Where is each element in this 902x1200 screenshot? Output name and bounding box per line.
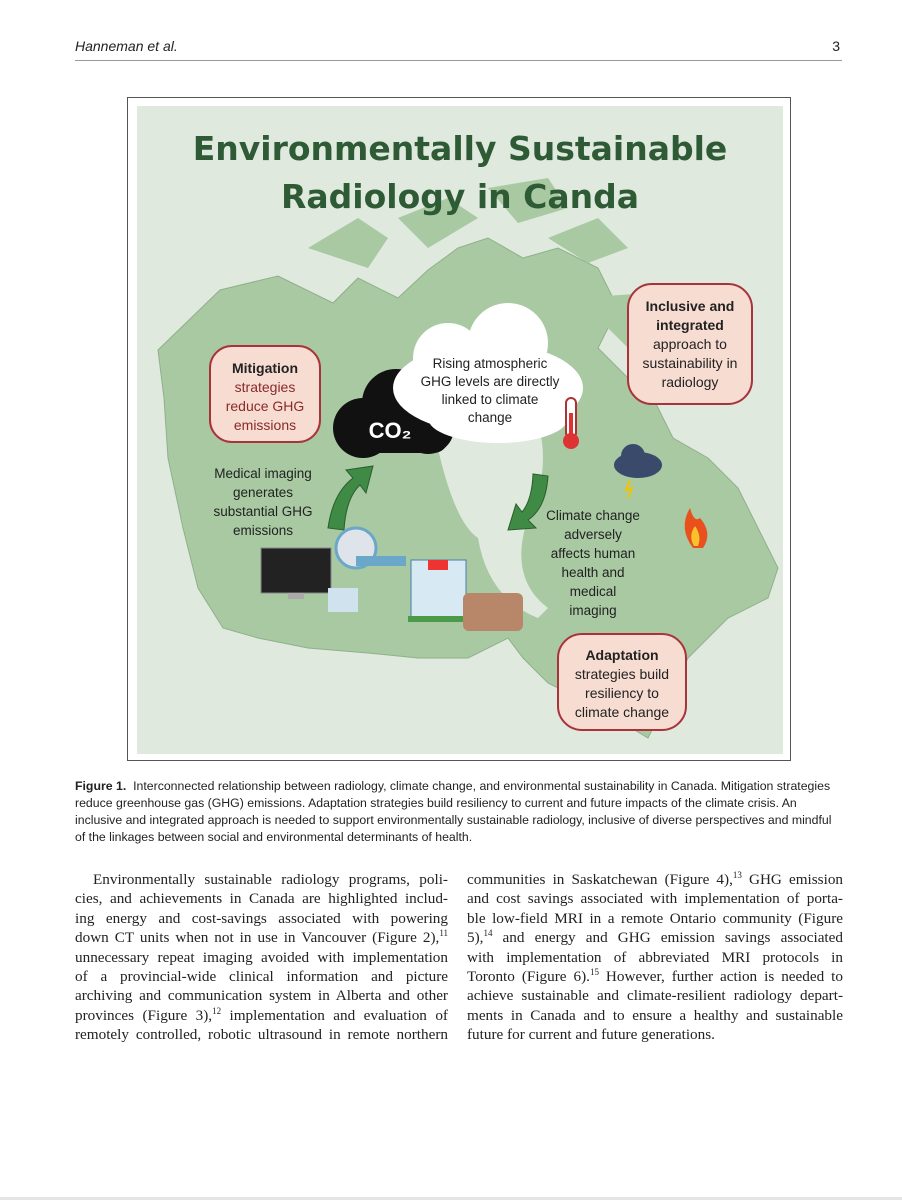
body-line: Environmentally sustainable radiology programs, poli- [93,871,448,888]
svg-text:substantial GHG: substantial GHG [213,504,313,519]
header-rule [75,60,842,61]
figure-title-line-1: Environmentally Sustainable [192,129,728,168]
svg-text:Climate change: Climate change [546,508,640,523]
svg-text:Mitigation: Mitigation [231,360,299,376]
caption-label: Figure 1. [75,779,127,793]
figure-title-line-2: Radiology in Canda [280,177,640,216]
monitor-icon [261,548,331,599]
citation[interactable]: 12 [212,1005,222,1016]
svg-text:strategies build: strategies build [574,666,670,682]
running-header-authors: Hanneman et al. [75,38,178,54]
infographic [128,98,792,762]
svg-text:linked to climate: linked to climate [441,392,539,407]
svg-text:approach to: approach to [653,336,727,352]
body-line: 5),$^{14}$ and energy and GHG emission savings associated [467,928,843,947]
body-line: provinces (Figure 3),$^{12}$ implementation and evaluation of [75,1005,448,1024]
citation[interactable]: 15 [589,966,599,977]
figure-caption [75,778,845,846]
citation[interactable]: 14 [483,928,493,939]
page-number: 3 [832,38,840,54]
people-icon [463,593,523,631]
svg-text:adversely: adversely [564,527,622,542]
figure-1 [127,97,791,761]
svg-text:Medical imaging: Medical imaging [214,466,312,481]
body-line: ing energy and cost-savings associated with powering [75,909,448,927]
svg-text:Adaptation: Adaptation [585,647,659,663]
citation[interactable]: 13 [732,869,742,880]
body-line: communities in Saskatchewan (Figure 4),$^{13}$ GHG emission [467,869,844,888]
body-line: ble low-field MRI in a remote Ontario community (Figure [467,909,843,927]
caption-text: Interconnected relationship between radiology, climate change, and environmental sustainability in Canada. Mitigation strategies reduce greenhouse gas (GHG) emissions. Adaptation strategies build resiliency to current and future impacts of the climate crisis. An inclusive and integrated approach is needed to support environmentally sustainable radiology, inclusive of diverse perspectives and mindful of the linkages between social and environmental determinants of health. [75,779,832,844]
svg-text:integrated: integrated [656,317,724,333]
svg-text:Rising atmospheric: Rising atmospheric [432,356,548,371]
svg-text:GHG levels are directly: GHG levels are directly [420,374,560,389]
svg-text:health and: health and [561,565,625,580]
inclusive-callout [628,284,752,404]
ultrasound-icon [328,588,358,612]
body-column-right [467,870,843,1045]
svg-text:reduce GHG: reduce GHG [225,398,305,414]
svg-text:strategies: strategies [234,379,296,395]
body-line: down CT units when not in use in Vancouver (Figure 2),$^{11}$ [75,928,448,947]
body-line: ments in Canada and to ensure a healthy and sustainable [467,1006,843,1024]
svg-text:climate change: climate change [574,704,670,720]
svg-text:emissions: emissions [233,417,297,433]
svg-text:sustainability in: sustainability in [642,355,738,371]
body-line: cies, and achievements in Canada are highlighted includ- [75,890,448,908]
citation[interactable]: 11 [439,928,448,939]
svg-text:CO₂: CO₂ [368,418,412,443]
body-line: achieve sustainable and climate-resilient radiology depart- [467,987,843,1005]
body-line: with implementation of abbreviated MRI protocols in [467,948,843,966]
svg-text:change: change [467,410,513,425]
body-line: unnecessary repeat imaging avoided with implementation [75,948,448,966]
body-column-left [75,870,448,1045]
svg-text:medical: medical [569,584,617,599]
body-line: archiving and communication system in Alberta and other [75,987,448,1005]
body-line: and cost savings associated with implementation of porta- [467,890,843,908]
body-line: of a provincial-wide clinical information and picture [75,968,448,986]
svg-text:radiology: radiology [661,374,719,390]
body-line: remotely controlled, robotic ultrasound in remote northern [75,1026,448,1044]
thermometer-icon [563,398,579,449]
body-line: future for current and future generations. [467,1026,715,1044]
svg-text:imaging: imaging [569,603,617,618]
adaptation-callout [558,634,686,730]
svg-text:Inclusive and: Inclusive and [645,298,735,314]
body-line: Toronto (Figure 6).$^{15}$ However, further action is needed to [467,966,843,986]
svg-text:resiliency to: resiliency to [585,685,659,701]
svg-text:emissions: emissions [232,523,294,538]
svg-text:generates: generates [232,485,294,500]
svg-text:affects human: affects human [550,546,636,561]
hospital-icon [408,560,470,622]
mitigation-callout [210,346,320,442]
